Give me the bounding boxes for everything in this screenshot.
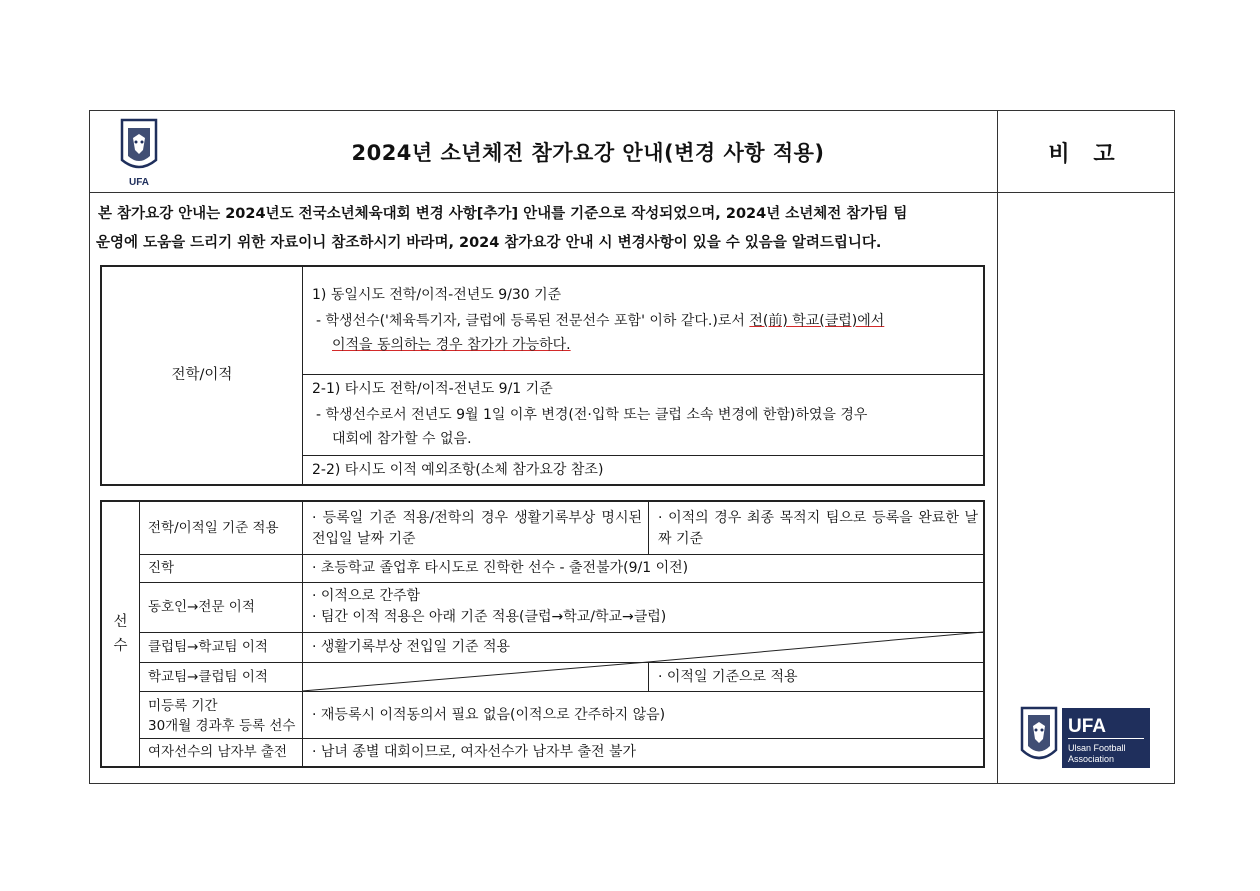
transfer-row-divider-2 <box>302 455 983 456</box>
row-unregistered-label-1: 미등록 기간 <box>148 697 218 714</box>
footer-logo-name-2: Association <box>1068 754 1115 764</box>
row-amateur-line-1: · 이적으로 간주함 <box>312 588 421 604</box>
player-rules-table <box>100 500 985 768</box>
row-female-label: 여자선수의 남자부 출전 <box>148 744 287 760</box>
transfer-row-divider-1 <box>302 374 983 375</box>
footer-logo-name-1: Ulsan Football <box>1068 743 1126 753</box>
footer-logo-abbr: UFA <box>1068 716 1106 737</box>
row-club-to-school-label: 클럽팀→학교팀 이적 <box>148 639 268 655</box>
row-transfer-date-left: · 등록일 기준 적용/전학의 경우 생활기록부상 명시된 전입일 날짜 기준 <box>312 510 642 547</box>
transfer-rule-1-title: 1) 동일시도 전학/이적-전년도 9/30 기준 <box>312 287 562 303</box>
transfer-rule-2-line-2: 대회에 참가할 수 없음. <box>332 431 472 447</box>
transfer-rule-2-title: 2-1) 타시도 전학/이적-전년도 9/1 기준 <box>312 381 553 397</box>
transfer-table <box>100 265 985 486</box>
transfer-rule-1-line-1 <box>312 311 977 332</box>
row-school-to-club-right: · 이적일 기준으로 적용 <box>658 668 798 685</box>
logo-abbr-text: UFA <box>129 177 149 188</box>
transfer-column-divider <box>302 267 303 484</box>
row-unregistered-label-2: 30개월 경과후 등록 선수 <box>148 717 296 734</box>
row-transfer-date-label: 전학/이적일 기준 적용 <box>148 519 279 536</box>
remarks-header: 비 고 <box>1048 141 1123 167</box>
ufa-association-logo <box>1018 706 1152 770</box>
transfer-rule-1-line-2: 이적을 동의하는 경우 참가가 가능하다. <box>332 337 571 353</box>
row-unregistered-content: · 재등록시 이적동의서 필요 없음(이적으로 간주하지 않음) <box>312 706 666 723</box>
intro-paragraph <box>96 200 991 258</box>
row-unregistered-label <box>140 693 302 738</box>
transfer-label: 전학/이적 <box>171 367 233 383</box>
row-school-to-club-label: 학교팀→클럽팀 이적 <box>148 668 268 685</box>
row-female-content: · 남녀 종별 대회이므로, 여자선수가 남자부 출전 불가 <box>312 744 637 760</box>
header-divider <box>90 192 1174 193</box>
row-advance-content: · 초등학교 졸업후 타시도로 진학한 선수 - 출전불가(9/1 이전) <box>312 560 689 576</box>
row-amateur-line-2: · 팀간 이적 적용은 아래 기준 적용(클럽→학교/학교→클럽) <box>312 609 667 625</box>
player-side-label-1: 선 <box>113 614 128 630</box>
transfer-rule-1 <box>312 285 977 356</box>
intro-line-1: 본 참가요강 안내는 2024년도 전국소년체육대회 변경 사항[추가] 안내를 기준으로 작성되었으며, 2024년 소년체전 참가팀 팀 <box>98 206 908 222</box>
ufa-emblem-logo <box>114 116 164 188</box>
player-side-label-2: 수 <box>113 638 128 654</box>
row-amateur-label: 동호인→전문 이적 <box>148 599 255 615</box>
player-side-label <box>102 502 139 766</box>
intro-line-2: 운영에 도움을 드리기 위한 자료이니 참조하시기 바라며, 2024 참가요강 안내 시 변경사항이 있을 수 있음을 알려드립니다. <box>96 235 882 251</box>
transfer-rule-1-text-a: - 학생선수('체육특기자, 클럽에 등록된 전문선수 포함' 이하 같다.)로서 <box>316 313 750 329</box>
transfer-rule-3: 2-2) 타시도 이적 예외조항(소체 참가요강 참조) <box>312 461 604 478</box>
row-club-to-school-content: · 생활기록부상 전입일 기준 적용 <box>312 639 511 655</box>
row-transfer-date-right: · 이적의 경우 최종 목적지 팀으로 등록을 완료한 날짜 기준 <box>658 510 978 547</box>
transfer-rule-2 <box>312 379 977 450</box>
page-title: 2024년 소년체전 참가요강 안내(변경 사항 적용) <box>351 141 825 165</box>
transfer-rule-2-line-1: - 학생선수로서 전년도 9월 1일 이후 변경(전·입학 또는 클럽 소속 변경에 한함)하였을 경우 <box>316 407 868 423</box>
row-advance-label: 진학 <box>148 560 175 576</box>
remarks-column-divider <box>997 111 998 783</box>
transfer-rule-1-text-b: 전(前) 학교(클럽)에서 <box>749 313 885 329</box>
row-amateur-content <box>312 586 977 628</box>
